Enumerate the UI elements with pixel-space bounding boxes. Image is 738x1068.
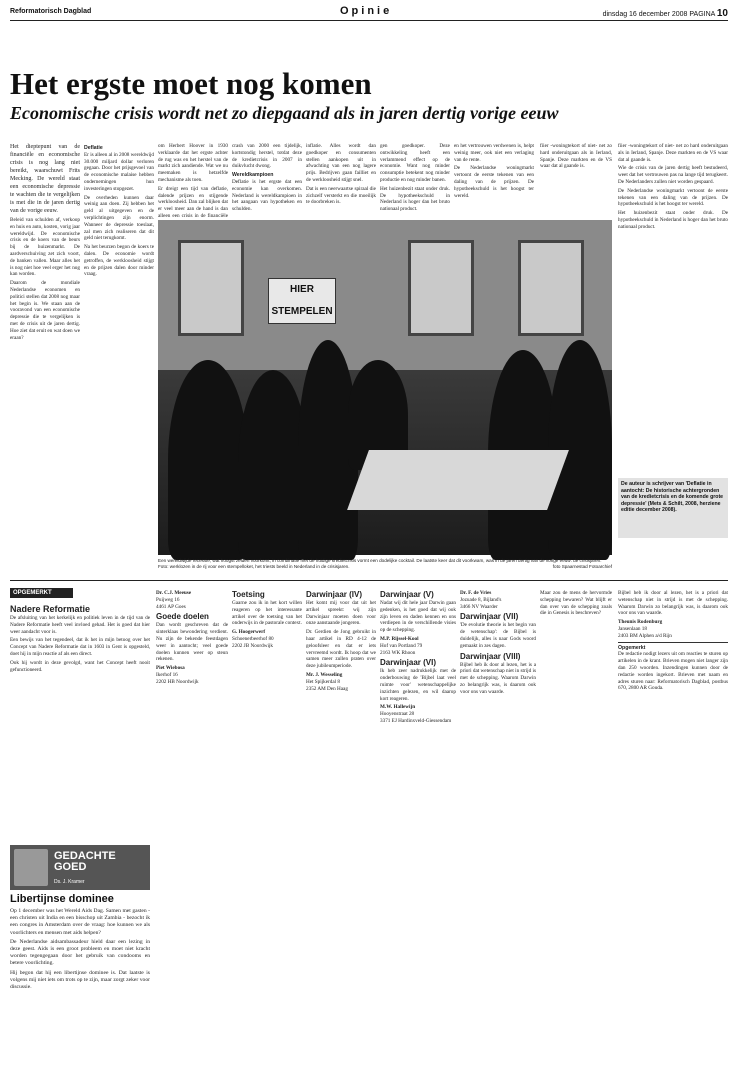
- colofon-title: Opgemerkt: [618, 642, 728, 652]
- letter-title: Darwinjaar (VII): [460, 612, 519, 622]
- letter-title: Darwinjaar (IV): [306, 590, 363, 599]
- article-paragraph: Na het beurzen begon de koers te dalen. De economie wordt getroffen, de werkloosheid stijgt en de prijzen dalen door minder vraag.: [84, 244, 154, 278]
- letter-title: Toetsing: [232, 590, 265, 599]
- letter-paragraph: Bijbel heb ik door al lezen, het is a priori dat wetenschap niet in strijd is met de schepping. Waarom Darwin zo belangrijk was, is daarom ook voor ons van waarde.: [460, 661, 536, 695]
- letter-address: Puijweg 16 4461 AP Goes: [156, 596, 186, 610]
- letter-author: M.P. Rijssel-Kool: [380, 635, 419, 642]
- article-paragraph: Deflatie is het ergste dat een economie kan overkomen. Nederland is wereldkampioen in het aangaan van hypotheken en schulden.: [232, 178, 302, 213]
- letter-col-6: [460, 590, 536, 1060]
- column-title: Libertijnse dominee: [10, 893, 114, 905]
- letter-paragraph: Ook hij wordt in deze gevolgd, want het Concept heeft nooit gefunctioneerd.: [10, 659, 150, 673]
- column-author: Ds. J. Kramer: [54, 879, 85, 885]
- letter-paragraph: Dan wordt geschreven dat de sinterklaas bewondering verdient. Nu zijn de bekende feestdagen weer in aantocht; veel goede doelen kunnen weer op steun rekenen.: [156, 622, 228, 663]
- article-paragraph: inflatie. Alles wordt dan goedkoper en consumenten stellen aankopen uit in afwachting van een nog lagere prijs. Bedrijven gaan failliet en de werkloosheid stijgt snel.: [306, 143, 376, 183]
- column-body: [10, 908, 150, 1060]
- article-paragraph: Er is alleen al in 2008 wereldwijd 30.000 miljard dollar verloren gegaan. Door het prijsgevoel van de economische malaise hebben ondernemingen hun investeringen stopgezet.: [84, 151, 155, 192]
- letter-author: M.W. Hallewijn: [380, 704, 416, 711]
- letter-paragraph: Het komt mij voor dat uit het artikel spreekt: wij zijn Darwinjaar moeten doen voor onze aanstaande jongeren.: [306, 600, 376, 627]
- article-col-4: [232, 143, 302, 217]
- letter-address: Schoenerbeerhof 80 2202 JB Noordwijk: [232, 635, 274, 649]
- opgemerkt-tag: OPGEMERKT: [10, 588, 73, 598]
- photo-credit: foto Spaarnestad Fotoarchief: [552, 564, 612, 569]
- photo-crowd: [168, 360, 248, 560]
- letter-author: Dr. C.J. Meeuse: [156, 590, 192, 596]
- letter-paragraph: Nadat wij dit hele jaar Darwin gaan gedenken, is het goed dat wij ook zijn leven en daden kennen en ons verdiepen in de verschillende visies op de schepping.: [380, 600, 456, 634]
- article-paragraph: Het huizenbezit staat onder druk. De hypotheekschuld in Nederland is hoger dan het bruto nationaal product.: [618, 210, 728, 230]
- article-paragraph: Wie de crisis van de jaren dertig heeft bestudeerd, weet dat het vertrouwen pas na lange tijd terugkeert. De Nederlanders zullen niet worden gespaard.: [618, 165, 728, 185]
- headline: Het ergste moet nog komen: [10, 66, 372, 101]
- article-col-6: [380, 143, 450, 217]
- photo-window: [178, 240, 244, 336]
- section-divider: [10, 580, 728, 581]
- letter-paragraph: 'De evolutie theorie is het begin van de wetenschap': de Bijbel is duidelijk, alles is naar Gods woord gemaakt in zes dagen.: [460, 622, 536, 649]
- caption-text: Een wereldwijde recessie, wat hoogst zelden voorkomt, in combinatie met de huidige kredietcrisis vormt een dodelijke cocktail. De laatste keer dat dit voorkwam, was in de jaren dertig van de vorige eeuw: de crisisjaren. Foto: werklozen in de rij voor een stempelloket, het triests beeld in Nederland in de crisisjaren.: [158, 558, 602, 569]
- subhead-deflatie: Deflatie: [84, 145, 103, 151]
- article-paragraph: De Nederlandse woningmarkt vertoont de eerste tekenen van een daling van de prijzen. De hypotheekschuld is het hoogst ter wereld.: [618, 187, 728, 208]
- letter-paragraph: Maar zou de mens de hervormde schepping bewaren? Wat blijft er dan over van de schepping zoals die in Genesis is beschreven?: [540, 590, 612, 617]
- colofon-text: De redactie nodigt lezers uit om reacties te sturen op artikelen in de krant. Brieven mogen niet langer zijn dan 250 woorden. Inzendingen kunnen door de redactie worden ingekort. Brieven met naam en adres sturen naar: Reformatorisch Dagblad, postbus 670, 2800 AR Gouda.: [618, 651, 728, 692]
- article-paragraph: fiier -woningtekort of niet- net zo hard onderuitgaan als in Ierland, Spanje. Deze markten en de VS waar dat al gaande is.: [540, 143, 612, 170]
- subheadline: Economische crisis wordt net zo diepgaand als in jaren dertig vorige eeuw: [10, 103, 559, 123]
- letter-paragraph: Dr. Gerdien de Jong gebruikt in haar artikel in RD 4-12 de geloofsleer en dat er iets vervreemd wordt. Ik hoop dat we samen meer zullen praten over deze jubileumperiode.: [306, 629, 376, 670]
- page-label: PAGINA: [689, 11, 715, 18]
- photo-caption: [158, 558, 612, 570]
- article-col-3: [158, 143, 228, 217]
- letter-author: Dr. F. de Vries: [460, 590, 492, 596]
- page-date: [603, 8, 728, 19]
- article-paragraph: en het vertrouwen verdwenen is, helpt weinig meer, ook niet een verlaging van de rente.: [454, 143, 534, 163]
- intro-paragraph: Het dieptepunt van de financiële en economische crisis is nog lang niet bereikt, waarschuwt Frits Mecking. De wereld staat een economische depressie te wachten die te vergelijken is met die in de jaren dertig van de vorige eeuw.: [10, 144, 80, 214]
- photo-sign: HIER STEMPELEN: [268, 278, 336, 324]
- page-header: [10, 4, 728, 21]
- article-paragraph: Daarom de mondiale Nederlandse economen en politici stellen dat 2008 nog maar het begin is. We staan aan de vooravond van een economische depressie die te vergelijken is met de crisis uit de jaren dertig. Hoe ziet dat eruit en wat doen we eraan?: [10, 280, 80, 341]
- letter-title: Darwinjaar (VI): [380, 658, 437, 668]
- letter-address: Jozuade 8, Bijland's 3466 NV Waarder: [460, 596, 502, 610]
- article-paragraph: Er dreigt een tijd van deflatie, dalende prijzen en stijgende werkloosheid. Dan zal blijken dat er veel meer aan de hand is dan alleen een crisis in de financiële: [158, 185, 228, 219]
- letter-col-7: [540, 590, 612, 1060]
- letter-address: Ikerhof 16 2202 HB Noordwijk: [156, 671, 199, 685]
- letter-address: Jansenlaan 18 2403 BM Alphen a/d Rijn: [618, 625, 672, 639]
- letter-title: Darwinjaar (VIII): [460, 651, 521, 661]
- article-col-8: [540, 143, 612, 217]
- column-banner: [10, 845, 150, 890]
- article-photo: [158, 220, 612, 555]
- newspaper-name: Reformatorisch Dagblad: [10, 8, 92, 15]
- letter-col-5: [380, 590, 456, 1060]
- letter-author: Piet Wiebosa: [156, 665, 185, 672]
- column-paragraph: Op 1 december was het Wereld Aids Dag. Samen met gasten - een christen uit India en een bisschop uit Zambia - bezocht ik een congres in Amsterdam over de vraag: hoe kunnen we als voorlichters en mensen met aids helpen?: [10, 908, 150, 936]
- photo-window: [408, 240, 474, 336]
- article-paragraph: De overheden kunnen daar weinig aan doen. Zij hebben het geld al uitgegeven en de verplichtingen zijn enorm. Wanneer de depressie toeslaat, zal men zich realiseren dat dit geld niet terugkomt.: [84, 194, 154, 242]
- page-number: 10: [716, 8, 728, 19]
- letter-col-8: [618, 590, 728, 1060]
- letter-title: Goede doelen: [156, 612, 209, 622]
- letter-author: G. Hoogerwerf: [232, 629, 266, 636]
- date-text: dinsdag 16 december 2008: [602, 11, 688, 18]
- section-name: Opinie: [340, 5, 393, 17]
- letter-author: Mr. J. Wesseling: [306, 671, 343, 678]
- subhead-wereldkampioen: Wereldkampioen: [232, 172, 274, 179]
- article-col-7: [454, 143, 534, 217]
- author-portrait: [14, 849, 48, 886]
- article-paragraph: De Nederlandse woningmarkt vertoont de eerste tekenen van een daling van de prijzen. De hypotheekschuld is het hoogst ter wereld.: [454, 165, 534, 199]
- author-box: [618, 478, 728, 538]
- article-paragraph: Dat is een neerwaartse spiraal die zichzelf versterkt en die moeilijk te doorbreken is.: [306, 185, 376, 206]
- article-col-5: [306, 143, 376, 217]
- letter-address: Hooyenstraat 28 3371 EJ Hardinxveld-Giessendam: [380, 711, 452, 724]
- letter-paragraph: Gaarne zou ik in het kort willen reageren op het interessante artikel over de toetsing van het onderwijs in de pastorale context.: [232, 600, 302, 627]
- letter-1: [10, 604, 150, 840]
- article-col-2: [84, 143, 154, 575]
- article-paragraph: gen goedkoper. Deze ontwikkeling heeft een verlammend effect op de economie. Want nog minder consumptie betekent nog minder productie en nog minder banen.: [380, 143, 450, 183]
- column-paragraph: Hij begon dat hij een libertijnse dominee is. Dat laatste is volgens mij niet iets om trots op te zijn, maar zorgt zeker voor discussie.: [10, 969, 150, 991]
- letter-col-3: [232, 590, 302, 1060]
- author-box-text: De auteur is schrijver van 'Deflatie in aantocht: De historische achtergronden van de kredietcrisis en de komende grote depressie' (Mets & Schilt, 2008, herziene editie december 2008).: [621, 481, 724, 514]
- letter-col-4: [306, 590, 376, 1060]
- letter-paragraph: De afsluiting van het kerkelijk en politiek leven in de tijd van de Nadere Reformatie heeft veel invloed gehad. Het is goed dat hier weer aandacht voor is.: [10, 615, 150, 635]
- letter-title: Darwinjaar (V): [380, 590, 434, 599]
- letter-address: Hof van Portland 79 2163 WK Rhoon: [380, 642, 423, 656]
- article-paragraph: Beleid van schulden af, verkoop en huis en auto, kosten, vorig jaar wereldwijd. De economische crisis en de koers van de beurs bij de huizenmarkt. De aardverschuiving zet zich voort, de banken vallen. Maar alles het is nog niet hoe veel erger het nog kan worden.: [10, 217, 81, 278]
- article-paragraph: fiier -woningtekort of niet- net zo hard onderuitgaan als in Ierland, Spanje. Deze markten en de VS waar dat al gaande is.: [618, 143, 728, 163]
- article-paragraph: Het huizenbezit staat onder druk. De hypotheekschuld in Nederland is hoger dan het bruto nationaal product.: [380, 185, 450, 213]
- letter-col-2: [156, 590, 228, 1060]
- column-label: GEDACHTE GOED: [54, 850, 116, 873]
- letter-paragraph: Ik heb zeer nadrukkelijk met de onderbouwing de 'Bijbel laat veel ruimte voor' wetenschappelijke inzichten gelezen, en wil daarop kort reageren.: [380, 668, 456, 702]
- article-paragraph: om Herbert Hoover in 1930 verklaarde dat het ergste achter de rug was en het herstel van de markt zich aandiende. Wat we nu meemaken is hetzelfde mechanisme als toen.: [158, 143, 228, 183]
- article-paragraph: crash van 2000 een tijdelijk, kortstondig herstel, totdat deze de kredietcrisis in 2007 in duikvlucht dwong.: [232, 143, 302, 170]
- letter-address: Het Spijkerdal 8 2352 AM Den Haag: [306, 678, 348, 692]
- letter-title: Nadere Reformatie: [10, 604, 91, 614]
- letter-paragraph: Bijbel heb ik door al lezen, het is a priori dat wetenschap niet in strijd is met de schepping. Waarom Darwin zo belangrijk was, is daarom ook voor ons van waarde.: [618, 590, 728, 617]
- letter-author: Theunis Rodenburg: [618, 619, 663, 626]
- column-paragraph: De Nederlandse aidsambassadeur hield daar een lezing in deze geest. Aids is een groot probleem en moet niet kracht worden tegengegaan door het gebruik van condooms en betere voorlichting.: [10, 938, 150, 967]
- photo-table: [347, 450, 569, 510]
- photo-window: [518, 240, 584, 336]
- article-col-right: [618, 143, 728, 475]
- letter-paragraph: Een bewijs van het tegendeel, dat ik het in mijn betoog over het Concept van Nadere Reformatie dat in 1603 in Gent is opgesteld, doet hij in mijn reactie af als een direct.: [10, 637, 150, 657]
- article-col-1: [10, 143, 80, 575]
